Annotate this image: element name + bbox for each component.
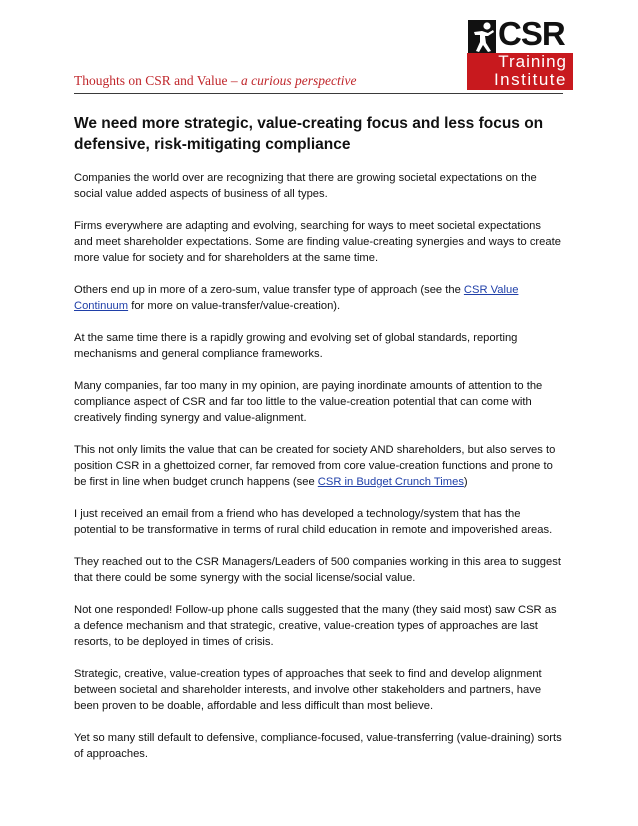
logo-top-row (465, 15, 575, 52)
paragraph: Strategic, creative, value-creation types of approaches that seek to find and develop alignment between societal and shareholder interests, and involve other stakeholders and partners, have been proven to be doable, affordable and less difficult than most believe. (74, 668, 542, 712)
logo-csr-text: CSR (498, 15, 565, 52)
paragraph: Companies the world over are recognizing that there are growing societal expectations on the social value added aspects of business of all types. (74, 172, 537, 200)
paragraph: Not one responded! Follow-up phone calls suggested that the many (they said most) saw CSR as a defence mechanism and that strategic, creative, value-creation types of approaches are last resorts, to be deployed in times of crisis. (74, 604, 557, 648)
paragraph (74, 282, 562, 314)
paragraph-text: ) (463, 476, 468, 488)
paragraph: They reached out to the CSR Managers/Leaders of 500 companies working in this area to suggest that there could be some synergy with the social license/social value. (74, 556, 561, 584)
logo-training-text: Training (498, 52, 567, 71)
csr-budget-crunch-link[interactable]: CSR in Budget Crunch Times (317, 476, 464, 488)
header-main-text: Thoughts on CSR and Value – (74, 73, 242, 88)
paragraph: I just received an email from a friend who has developed a technology/system that has the potential to be transformative in terms of rural child education in remote and impoverished areas. (74, 508, 553, 536)
paragraph: Firms everywhere are adapting and evolving, searching for ways to meet societal expectations and meet shareholder expectations. Some are finding value-creating synergies and ways to create more value for society and for shareholders at the same time. (74, 220, 561, 264)
paragraph-text: Others end up in more of a zero-sum, value transfer type of approach (see the (74, 284, 464, 296)
header-divider (74, 93, 563, 94)
csr-training-institute-logo (465, 15, 575, 91)
paragraph: At the same time there is a rapidly growing and evolving set of global standards, reporting mechanisms and general compliance frameworks. (74, 332, 518, 360)
logo-institute-text: Institute (493, 70, 567, 89)
csr-value-continuum-link[interactable]: CSR Value Continuum (74, 284, 519, 312)
paragraph-text: This not only limits the value that can be created for society AND shareholders, but also serves to position CSR in a ghettoized corner, far removed from core value-creation functions and prone to be first in line when budget crunch happens (see (74, 444, 556, 488)
document-header (74, 73, 464, 89)
logo-red-box (467, 53, 573, 90)
person-figure-icon (468, 20, 496, 54)
paragraph: Many companies, far too many in my opinion, are paying inordinate amounts of attention to the compliance aspect of CSR and far too little to the value-creation potential that can come with creatively finding synergy and value-alignment. (74, 380, 543, 424)
article-title: We need more strategic, value-creating focus and less focus on defensive, risk-mitigating compliance (74, 115, 544, 153)
paragraph (74, 442, 562, 490)
article-body (74, 170, 562, 778)
header-italic-text: a curious perspective (241, 73, 357, 88)
paragraph: Yet so many still default to defensive, compliance-focused, value-transferring (value-draining) sorts of approaches. (74, 732, 562, 760)
paragraph-text: for more on value-transfer/value-creation). (128, 300, 341, 312)
